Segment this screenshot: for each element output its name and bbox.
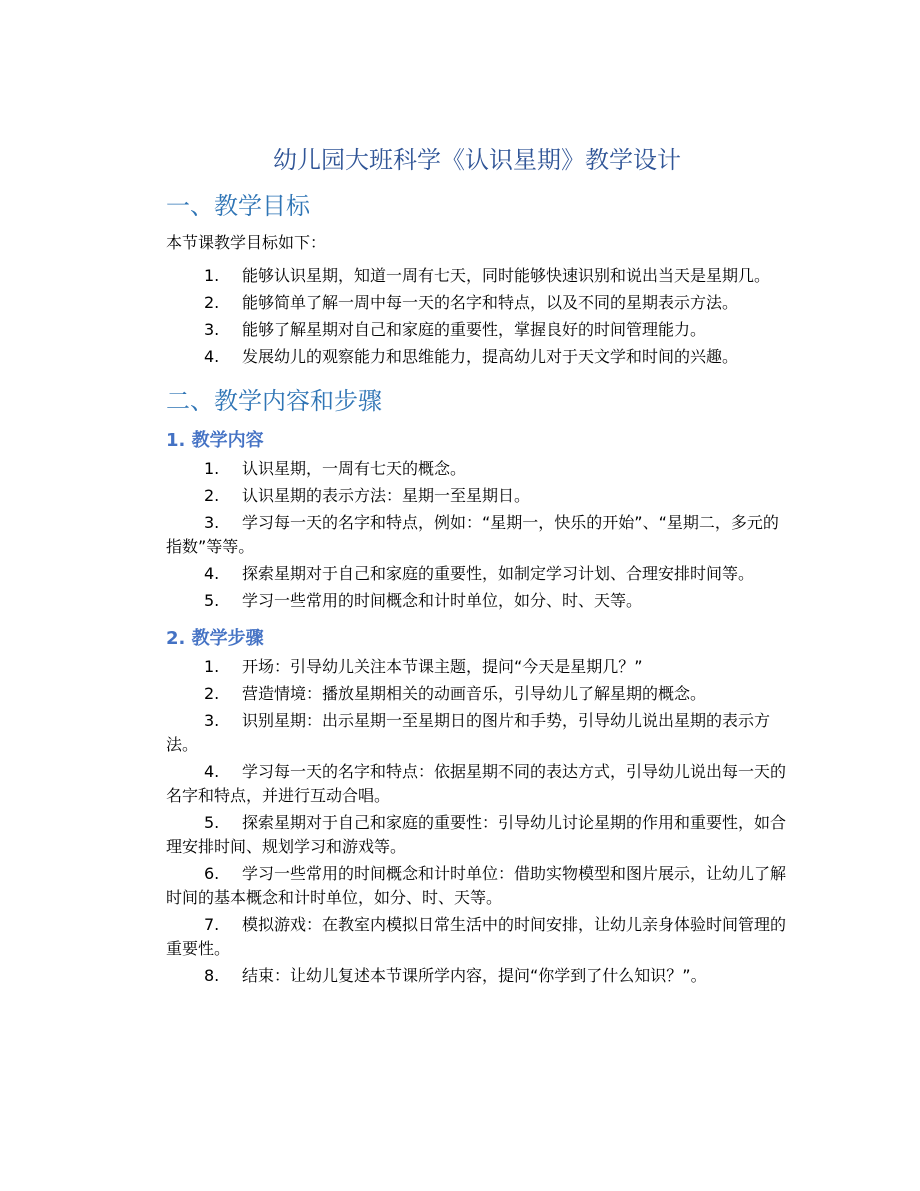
list-number: 6. [204,864,220,883]
list-number: 4. [204,347,220,366]
document-page [166,140,788,988]
list-item [166,589,788,613]
list-text: 识别星期：出示星期一至星期日的图片和手势，引导幼儿说出星期的表示方法。 [166,711,771,754]
list-text: 学习一些常用的时间概念和计时单位：借助实物模型和图片展示，让幼儿了解时间的基本概念和计时单位，如分、时、天等。 [166,864,787,907]
list-text: 开场：引导幼儿关注本节课主题，提问“今天是星期几？” [242,657,643,676]
list-number: 7. [204,915,220,934]
list-text: 结束：让幼儿复述本节课所学内容，提问“你学到了什么知识？”。 [242,966,707,985]
document-title: 幼儿园大班科学《认识星期》教学设计 [273,146,681,174]
list-item [166,345,788,369]
list-text: 能够了解星期对自己和家庭的重要性，掌握良好的时间管理能力。 [242,320,707,339]
list-number: 2. [204,293,220,312]
list-number: 4. [204,564,220,583]
list-item [166,264,788,288]
list-number: 3. [204,711,220,730]
content-list [166,457,788,613]
list-item [166,862,788,910]
list-number: 3. [204,320,220,339]
section-heading-objectives: 一、教学目标 [166,192,310,220]
list-text: 学习每一天的名字和特点，例如：“星期一，快乐的开始”、“星期二，多元的指数”等等。 [166,513,779,556]
list-text: 学习每一天的名字和特点：依据星期不同的表达方式，引导幼儿说出每一天的名字和特点，并进行互动合唱。 [166,762,787,805]
list-text: 能够认识星期，知道一周有七天，同时能够快速识别和说出当天是星期几。 [242,266,771,285]
list-item [166,811,788,859]
objectives-list [166,264,788,369]
list-number: 1. [204,657,220,676]
list-number: 4. [204,762,220,781]
list-text: 学习一些常用的时间概念和计时单位，如分、时、天等。 [242,591,643,610]
list-item [166,682,788,706]
list-number: 3. [204,513,220,532]
list-item [166,457,788,481]
list-item [166,562,788,586]
subsection-heading-content: 1. 教学内容 [166,430,264,451]
list-text: 营造情境：播放星期相关的动画音乐，引导幼儿了解星期的概念。 [242,684,707,703]
list-number: 1. [204,459,220,478]
list-item [166,913,788,961]
list-item [166,484,788,508]
list-item [166,291,788,315]
list-number: 5. [204,591,220,610]
subsection-heading-steps: 2. 教学步骤 [166,628,264,649]
list-text: 能够简单了解一周中每一天的名字和特点，以及不同的星期表示方法。 [242,293,739,312]
list-number: 5. [204,813,220,832]
list-number: 2. [204,486,220,505]
list-item [166,655,788,679]
list-text: 认识星期的表示方法：星期一至星期日。 [242,486,531,505]
list-item [166,511,788,559]
objectives-intro: 本节课教学目标如下： [166,233,327,252]
list-number: 2. [204,684,220,703]
list-text: 探索星期对于自己和家庭的重要性：引导幼儿讨论星期的作用和重要性，如合理安排时间、规划学习和游戏等。 [166,813,787,856]
list-text: 探索星期对于自己和家庭的重要性，如制定学习计划、合理安排时间等。 [242,564,755,583]
list-item [166,760,788,808]
steps-list [166,655,788,988]
section-heading-content-steps: 二、教学内容和步骤 [166,387,382,415]
list-item [166,964,788,988]
list-text: 模拟游戏：在教室内模拟日常生活中的时间安排，让幼儿亲身体验时间管理的重要性。 [166,915,787,958]
list-item [166,318,788,342]
list-item [166,709,788,757]
list-text: 认识星期，一周有七天的概念。 [242,459,467,478]
list-number: 8. [204,966,220,985]
list-text: 发展幼儿的观察能力和思维能力，提高幼儿对于天文学和时间的兴趣。 [242,347,739,366]
list-number: 1. [204,266,220,285]
